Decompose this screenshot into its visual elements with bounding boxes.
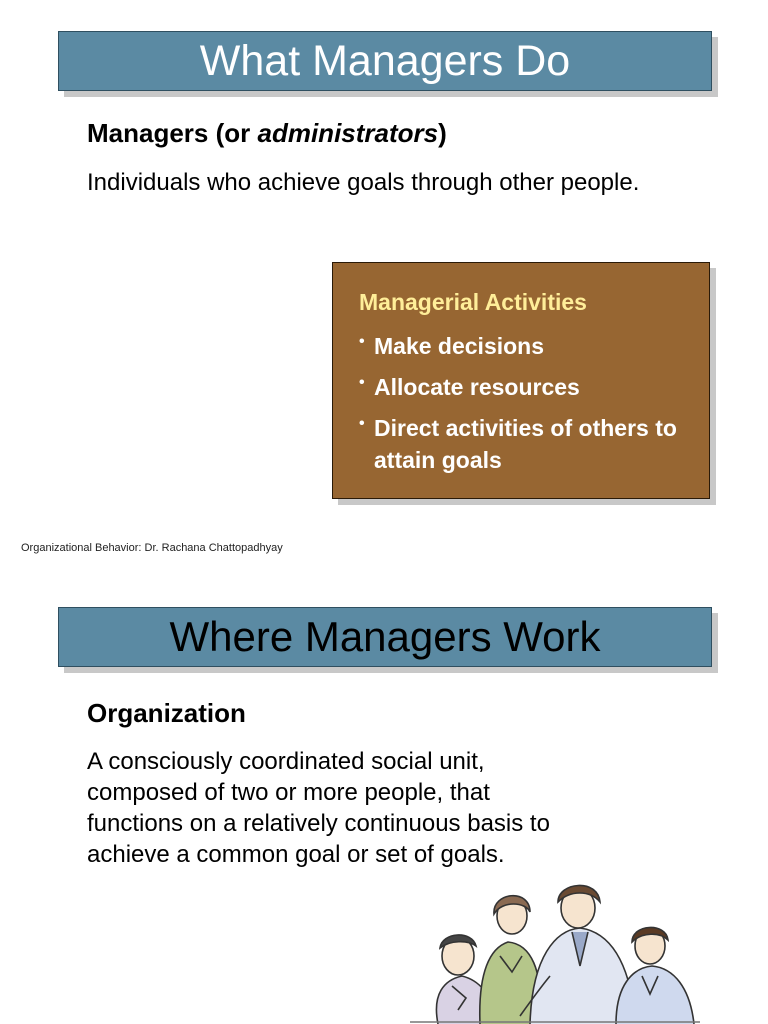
slide-footer: Organizational Behavior: Dr. Rachana Chattopadhyay [21,542,283,554]
bullet-dot-icon: • [359,333,365,350]
slide1-definition: Individuals who achieve goals through other people. [87,169,640,196]
slide2-definition: A consciously coordinated social unit, composed of two or more people, that functions on a relatively continuous basis to achieve a common goal or set of goals. [87,748,550,868]
slide1-title: What Managers Do [58,31,712,91]
bullet-dot-icon: • [359,374,365,391]
activity-item [359,330,689,362]
activity-item [359,412,689,476]
bullet-dot-icon: • [359,415,365,432]
heading-text-pre: Managers (or [87,118,258,148]
activity-item-label: Make decisions [374,333,545,359]
activity-item-label: Allocate resources [374,374,580,400]
slide2-title: Where Managers Work [58,607,712,667]
heading-text-post: ) [438,118,447,148]
managerial-activities-box [332,262,710,499]
slide2-heading: Organization [87,698,246,728]
team-clipart-icon [380,876,710,1024]
slide1-heading [87,118,447,149]
heading-text-italic: administrators [257,118,439,148]
activities-box-title: Managerial Activities [359,289,587,315]
activity-item-label: Direct activities of others to attain goals [374,415,677,473]
activity-item [359,371,689,403]
